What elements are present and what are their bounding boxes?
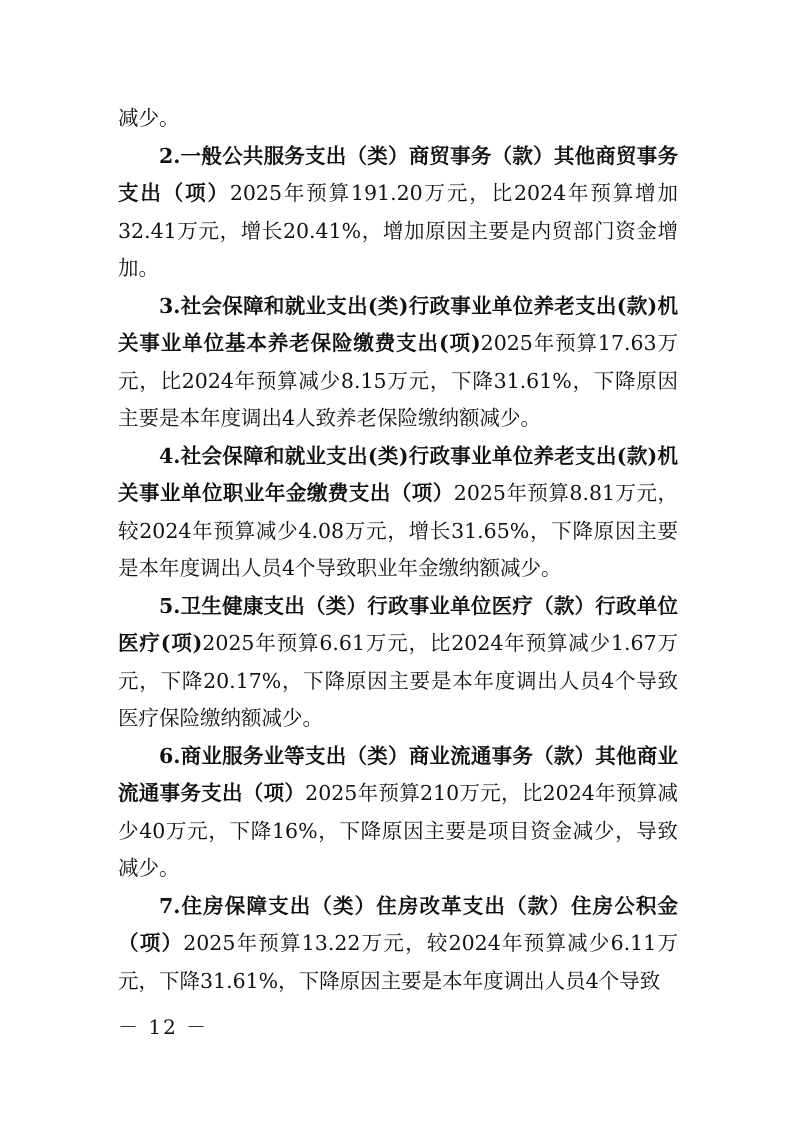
paragraph-body: 减少。 xyxy=(118,106,180,130)
paragraph-heading: 4.社会保障和就业支出(类)行政事业单位养老支出(款)机关事业单位职业年金缴费支出（项） xyxy=(118,443,678,505)
paragraph-item-3 xyxy=(118,288,678,438)
paragraph-item-5 xyxy=(118,588,678,738)
page-number: － 12 － xyxy=(118,1015,209,1039)
paragraph-heading: 3.社会保障和就业支出(类)行政事业单位养老支出(款)机关事业单位基本养老保险缴费支出(项) xyxy=(118,293,678,355)
paragraph-heading: 2.一般公共服务支出（类）商贸事务（款）其他商贸事务支出（项） xyxy=(118,143,678,205)
document-body xyxy=(118,100,678,1000)
paragraph-heading: 6.商业服务业等支出（类）商业流通事务（款）其他商业流通事务支出（项） xyxy=(118,743,678,805)
paragraph-body: 2025年预算191.20万元，比2024年预算增加32.41万元，增长20.41%，增加原因主要是内贸部门资金增加。 xyxy=(118,181,678,280)
paragraph-item-6 xyxy=(118,738,678,888)
paragraph-item-7 xyxy=(118,888,678,1001)
paragraph-continuation xyxy=(118,100,678,138)
paragraph-body: 2025年预算6.61万元，比2024年预算减少1.67万元，下降20.17%，下降原因主要是本年度调出人员4个导致医疗保险缴纳额减少。 xyxy=(118,631,678,730)
paragraph-item-2 xyxy=(118,138,678,288)
paragraph-body: 2025年预算8.81万元，较2024年预算减少4.08万元，增长31.65%，下降原因主要是本年度调出人员4个导致职业年金缴纳额减少。 xyxy=(118,481,678,580)
paragraph-body: 2025年预算17.63万元，比2024年预算减少8.15万元，下降31.61%，下降原因主要是本年度调出4人致养老保险缴纳额减少。 xyxy=(118,331,678,430)
paragraph-heading: 7.住房保障支出（类）住房改革支出（款）住房公积金（项） xyxy=(118,893,678,955)
paragraph-body: 2025年预算13.22万元，较2024年预算减少6.11万元，下降31.61%，下降原因主要是本年度调出人员4个导致 xyxy=(118,931,678,993)
paragraph-heading: 5.卫生健康支出（类）行政事业单位医疗（款）行政单位医疗(项) xyxy=(118,593,678,655)
paragraph-item-4 xyxy=(118,438,678,588)
paragraph-body: 2025年预算210万元，比2024年预算减少40万元，下降16%，下降原因主要是项目资金减少，导致减少。 xyxy=(118,781,678,880)
